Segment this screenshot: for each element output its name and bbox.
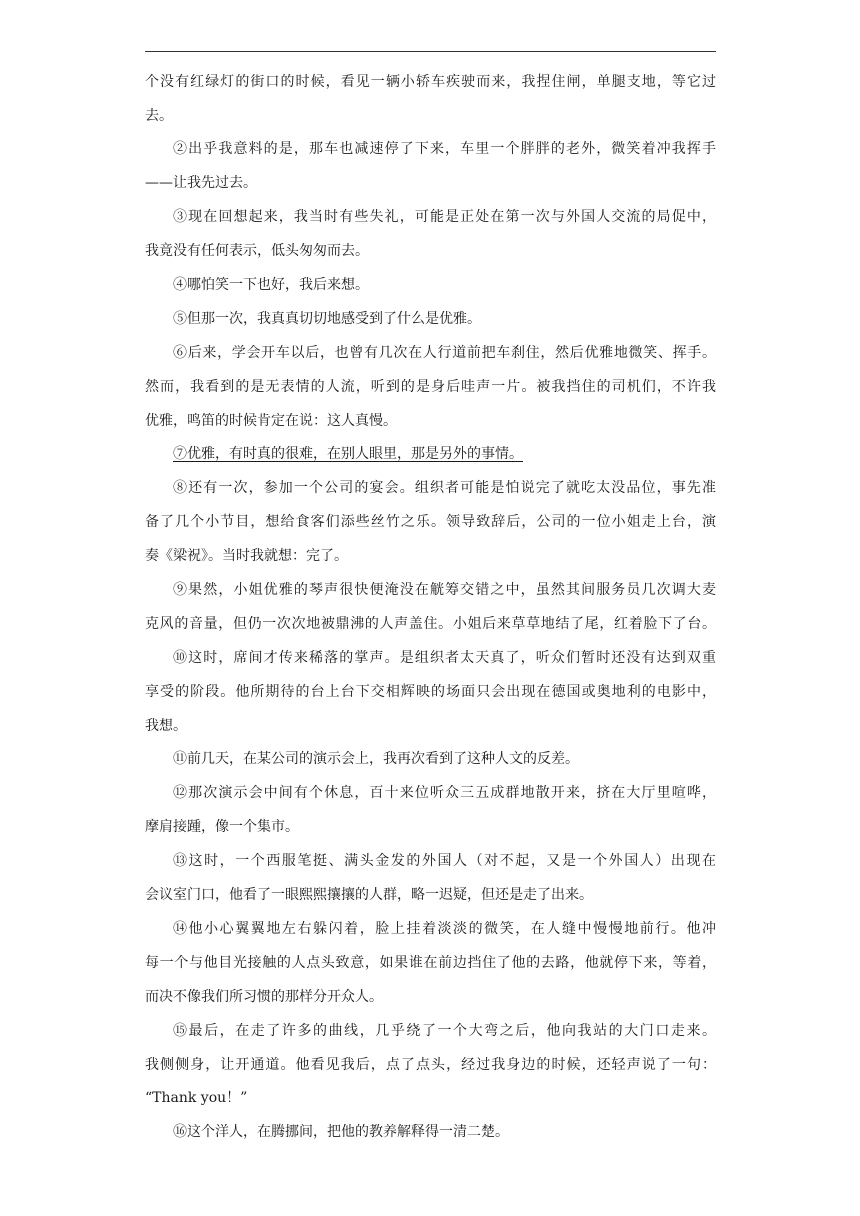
paragraph-3-line: ③现在回想起来，我当时有些失礼，可能是正处在第一次与外国人交流的局促中，: [173, 209, 716, 225]
paragraph-12-line: ⑫那次演示会中间有个休息，百十来位听众三五成群地散开来，挤在大厅里喧哗，: [173, 785, 716, 801]
paragraph-4-line: ④哪怕笑一下也好，我后来想。: [173, 277, 369, 293]
text-line: 奏《梁祝》。当时我就想：完了。: [145, 548, 348, 564]
text-line: 摩肩接踵，像一个集市。: [145, 819, 299, 835]
header-rule: [145, 51, 716, 52]
text-line: 克风的音量，但仍一次次地被鼎沸的人声盖住。小姐后来草草地结了尾，红着脸下了台。: [145, 616, 716, 632]
paragraph-9-line: ⑨果然，小姐优雅的琴声很快便淹没在觥筹交错之中，虽然其间服务员几次调大麦: [173, 582, 716, 598]
text-line: 个没有红绿灯的街口的时候，看见一辆小轿车疾驶而来，我捏住闸，单腿支地，等它过: [145, 74, 716, 90]
paragraph-5-line: ⑤但那一次，我真真切切地感受到了什么是优雅。: [173, 311, 481, 327]
text-line: 我侧侧身，让开通道。他看见我后，点了点头，经过我身边的时候，还轻声说了一句：: [145, 1057, 716, 1073]
text-line: 会议室门口，他看了一眼熙熙攘攘的人群，略一迟疑，但还是走了出来。: [145, 887, 593, 903]
paragraph-8-line: ⑧还有一次，参加一个公司的宴会。组织者可能是怕说完了就吃太没品位，事先准: [173, 480, 716, 496]
text-line: 我想。: [145, 718, 187, 734]
paragraph-6-line: ⑥后来，学会开车以后，也曾有几次在人行道前把车刹住，然后优雅地微笑、挥手。: [173, 345, 716, 361]
text-line: 备了几个小节目，想给食客们添些丝竹之乐。领导致辞后，公司的一位小姐走上台，演: [145, 514, 716, 530]
text-line: “Thank you！”: [145, 1090, 248, 1106]
text-line: 然而，我看到的是无表情的人流，听到的是身后哇声一片。被我挡住的司机们，不许我: [145, 379, 716, 395]
text-line: 我竟没有任何表示，低头匆匆而去。: [145, 243, 369, 259]
paragraph-10-line: ⑩这时，席间才传来稀落的掌声。是组织者太天真了，听众们暂时还没有达到双重: [173, 650, 716, 666]
text-line: 优雅，鸣笛的时候肯定在说：这人真慢。: [145, 413, 397, 429]
text-line: 每一个与他目光接触的人点头致意，如果谁在前边挡住了他的去路，他就停下来，等着，: [145, 955, 716, 971]
paragraph-16-line: ⑯这个洋人，在腾挪间，把他的教养解释得一清二楚。: [173, 1124, 509, 1140]
paragraph-14-line: ⑭他小心翼翼地左右躲闪着，脸上挂着淡淡的微笑，在人缝中慢慢地前行。他冲: [173, 921, 716, 937]
text-line: 而决不像我们所习惯的那样分开众人。: [145, 989, 383, 1005]
paragraph-2-line: ②出乎我意料的是，那车也减速停了下来，车里一个胖胖的老外，微笑着冲我挥手: [173, 141, 716, 157]
text-line: 去。: [145, 108, 173, 124]
text-line: 享受的阶段。他所期待的台上台下交相辉映的场面只会出现在德国或奥地利的电影中，: [145, 684, 716, 700]
text-line: ——让我先过去。: [145, 175, 257, 191]
paragraph-7-underlined-line: [145, 444, 716, 464]
paragraph-13-line: ⑬这时，一个西服笔挺、满头金发的外国人（对不起，又是一个外国人）出现在: [173, 853, 716, 869]
paragraph-11-line: ⑪前几天，在某公司的演示会上，我再次看到了这种人文的反差。: [173, 751, 579, 767]
paragraph-15-line: ⑮最后，在走了许多的曲线，几乎绕了一个大弯之后，他向我站的大门口走来。: [173, 1023, 716, 1039]
underlined-sentence: ⑦优雅，有时真的很难，在别人眼里，那是另外的事情。: [173, 446, 523, 462]
